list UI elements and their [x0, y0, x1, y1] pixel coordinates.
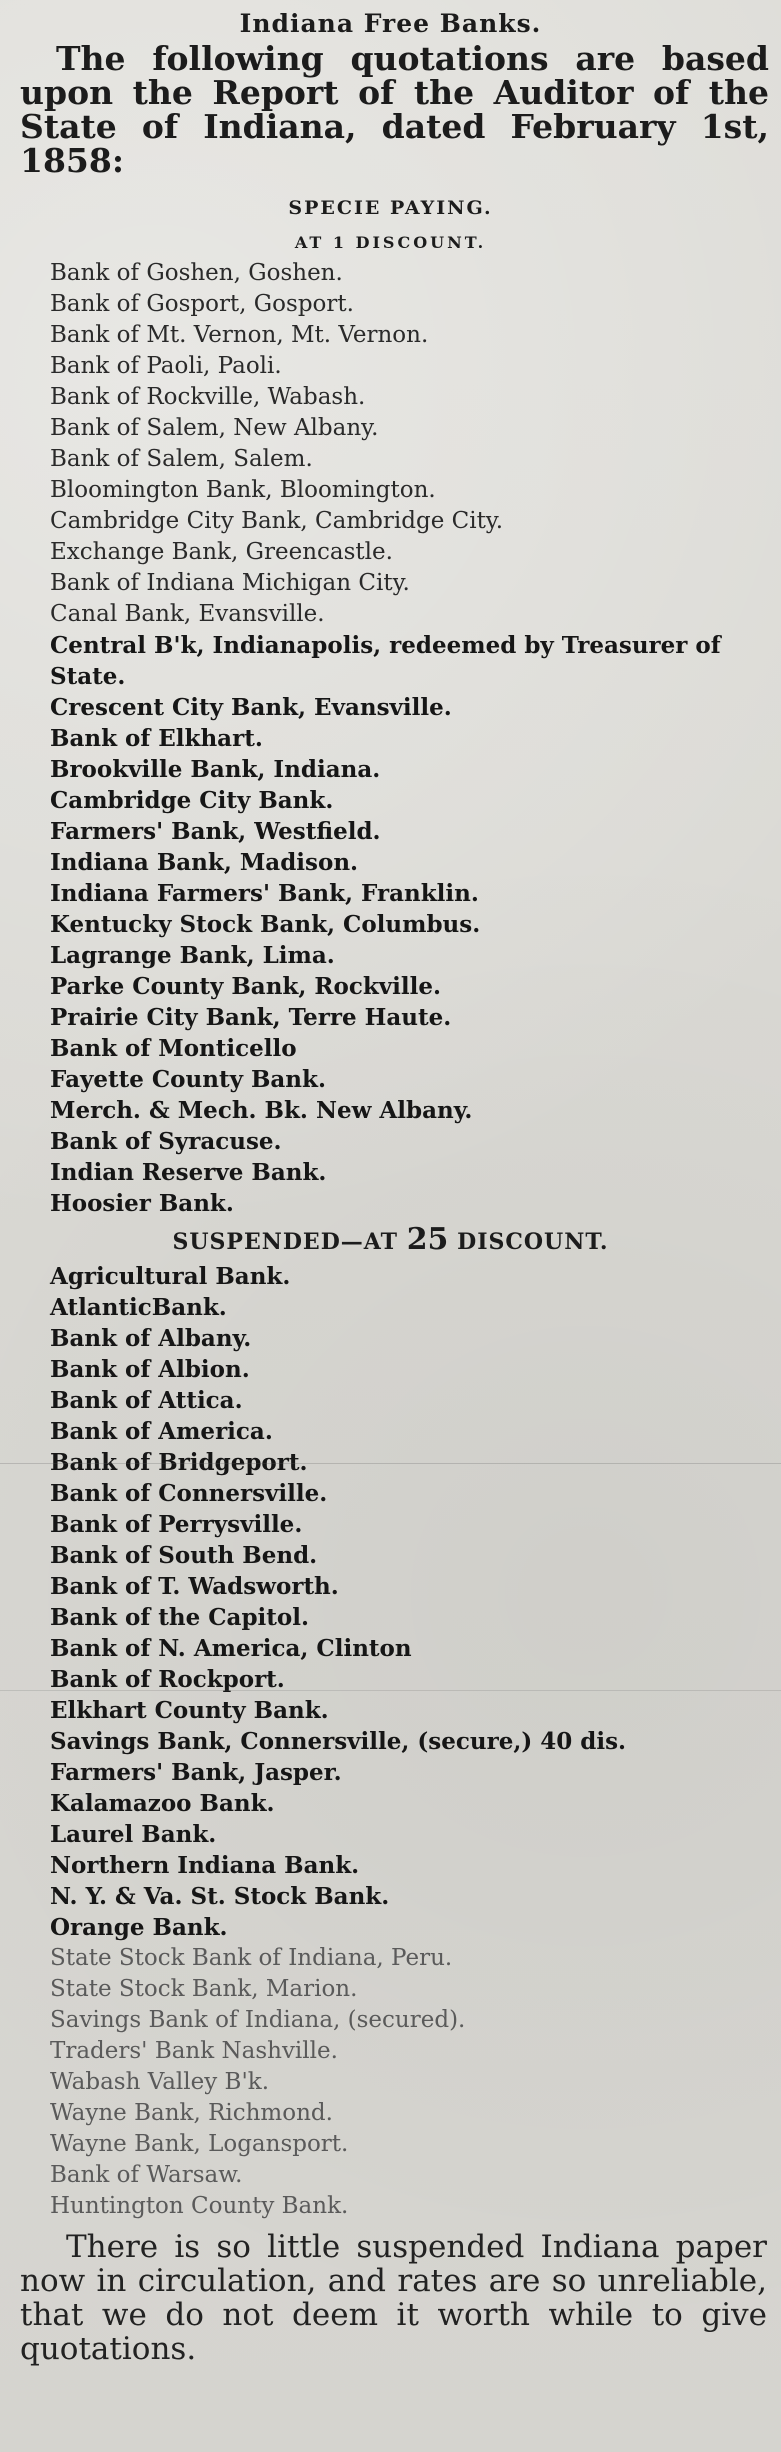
- bank-list-item: N. Y. & Va. St. Stock Bank.: [50, 1883, 390, 1910]
- bank-list-item: State Stock Bank of Indiana, Peru.: [50, 1945, 453, 1971]
- bank-list-item: Parke County Bank, Rockville.: [50, 973, 441, 1000]
- suspended-label: SUSPENDED—AT: [172, 1229, 399, 1255]
- bank-list-item: Farmers' Bank, Westfield.: [50, 818, 381, 845]
- bank-list-item: Bank of Elkhart.: [50, 725, 263, 752]
- bank-list-item: Indiana Farmers' Bank, Franklin.: [50, 880, 479, 907]
- bank-list-item: Bank of Albion.: [50, 1356, 250, 1383]
- bank-list-item: Hoosier Bank.: [50, 1190, 234, 1217]
- bank-list-item: Bank of South Bend.: [50, 1542, 318, 1569]
- bank-list-item: Savings Bank, Connersville, (secure,) 40 dis.: [50, 1728, 627, 1755]
- bank-list-item: Bank of Connersville.: [50, 1480, 328, 1507]
- bank-list-item: Bank of Goshen, Goshen.: [50, 260, 343, 286]
- bank-list-item: Cambridge City Bank.: [50, 787, 334, 814]
- bank-list-item: Bank of Warsaw.: [50, 2162, 243, 2188]
- bank-list-item: Bank of Rockville, Wabash.: [50, 384, 366, 410]
- specie-paying-label: SPECIE PAYING.: [288, 197, 493, 219]
- specie-bank-list: [0, 258, 781, 1219]
- article-heading: Indiana Free Banks.: [239, 9, 542, 38]
- bank-list-item: Laurel Bank.: [50, 1821, 217, 1848]
- bank-list-item: Bank of Paoli, Paoli.: [50, 353, 282, 379]
- bank-list-item: State Stock Bank, Marion.: [50, 1976, 358, 2002]
- suspended-bank-list: [0, 1261, 781, 2222]
- suspended-suffix: DISCOUNT.: [457, 1229, 609, 1255]
- bank-list-item: Elkhart County Bank.: [50, 1697, 329, 1724]
- bank-list-item: Bank of Salem, New Albany.: [50, 415, 379, 441]
- intro-text: The following quotations are based upon the Report of the Auditor of the State of Indiana, dated February 1st, 1858:: [20, 39, 769, 180]
- bank-list-item: Exchange Bank, Greencastle.: [50, 539, 393, 565]
- fold-line: [0, 1463, 781, 1464]
- bank-list-item: Merch. & Mech. Bk. New Albany.: [50, 1097, 473, 1124]
- bank-list-item: Fayette County Bank.: [50, 1066, 326, 1093]
- bank-list-item: AtlanticBank.: [50, 1294, 227, 1321]
- bank-list-item: Northern Indiana Bank.: [50, 1852, 360, 1879]
- closing-text: There is so little suspended Indiana paper now in circulation, and rates are so unreliable, that we do not deem it worth while to give quotations.: [20, 2229, 767, 2367]
- bank-list-item: Bank of Monticello: [50, 1035, 297, 1062]
- bank-list-item: Bank of the Capitol.: [50, 1604, 309, 1631]
- closing-paragraph: [20, 2230, 767, 2366]
- bank-list-item: Central B'k, Indianapolis, redeemed by Treasurer of State.: [50, 632, 721, 690]
- bank-list-item: Bank of Mt. Vernon, Mt. Vernon.: [50, 322, 429, 348]
- bank-list-item: Traders' Bank Nashville.: [50, 2038, 338, 2064]
- bank-list-item: Bank of Syracuse.: [50, 1128, 282, 1155]
- bank-list-item: Indiana Bank, Madison.: [50, 849, 359, 876]
- intro-paragraph: [20, 39, 769, 180]
- bank-list-item: Bank of Indiana Michigan City.: [50, 570, 410, 596]
- bank-list-item: Bank of N. America, Clinton: [50, 1635, 412, 1662]
- bank-list-item: Brookville Bank, Indiana.: [50, 756, 381, 783]
- bank-list-item: Bank of Albany.: [50, 1325, 252, 1352]
- bank-list-item: Farmers' Bank, Jasper.: [50, 1759, 342, 1786]
- bank-list-item: Wayne Bank, Logansport.: [50, 2131, 349, 2157]
- bank-list-item: Bank of Rockport.: [50, 1666, 285, 1693]
- bank-list-item: Kentucky Stock Bank, Columbus.: [50, 911, 481, 938]
- bank-list-item: Bloomington Bank, Bloomington.: [50, 477, 436, 503]
- bank-list-item: Bank of Perrysville.: [50, 1511, 303, 1538]
- bank-list-item: Bank of Gosport, Gosport.: [50, 291, 354, 317]
- bank-list-item: Wayne Bank, Richmond.: [50, 2100, 333, 2126]
- discount-label: AT 1 DISCOUNT.: [294, 233, 487, 252]
- fold-line: [0, 1690, 781, 1691]
- bank-list-item: Cambridge City Bank, Cambridge City.: [50, 508, 504, 534]
- bank-list-item: Agricultural Bank.: [50, 1263, 291, 1290]
- bank-list-item: Prairie City Bank, Terre Haute.: [50, 1004, 452, 1031]
- bank-list-item: Bank of America.: [50, 1418, 273, 1445]
- bank-list-item: Bank of Salem, Salem.: [50, 446, 313, 472]
- suspended-rate: 25: [406, 1222, 449, 1257]
- bank-list-item: Bank of T. Wadsworth.: [50, 1573, 339, 1600]
- bank-list-item: Huntington County Bank.: [50, 2193, 349, 2219]
- bank-list-item: Orange Bank.: [50, 1914, 228, 1941]
- suspended-heading: [0, 1221, 781, 1259]
- bank-list-item: Wabash Valley B'k.: [50, 2069, 270, 2095]
- bank-list-item: Lagrange Bank, Lima.: [50, 942, 335, 969]
- bank-list-item: Crescent City Bank, Evansville.: [50, 694, 452, 721]
- bank-list-item: Kalamazoo Bank.: [50, 1790, 275, 1817]
- bank-list-item: Savings Bank of Indiana, (secured).: [50, 2007, 466, 2033]
- bank-list-item: Canal Bank, Evansville.: [50, 601, 325, 627]
- bank-list-item: Bank of Attica.: [50, 1387, 243, 1414]
- bank-list-item: Indian Reserve Bank.: [50, 1159, 327, 1186]
- bank-list-item: Bank of Bridgeport.: [50, 1449, 308, 1476]
